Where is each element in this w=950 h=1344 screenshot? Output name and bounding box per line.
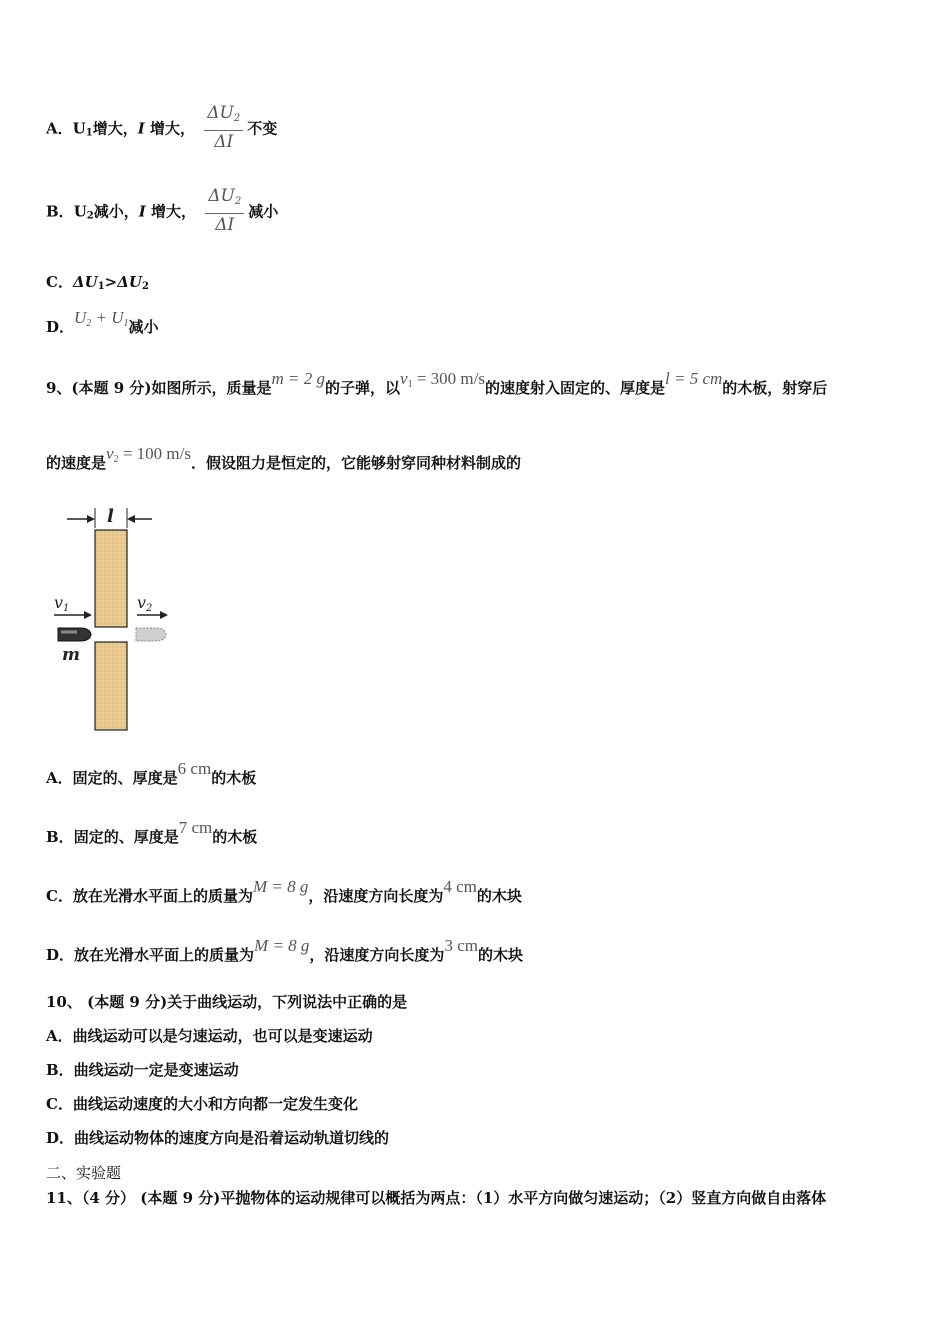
fraction-dU2-dI: $\frac{\Delta U_2}{\Delta I}$ <box>205 185 244 236</box>
mass-value: m = 2 g <box>271 369 326 388</box>
q8-option-b: B．U2减小，I 增大， $\frac{\Delta U_2}{\Delta I}$ 减小 <box>46 186 279 235</box>
mass-8g: M = 8 g <box>252 877 309 896</box>
length-3cm: 3 cm <box>444 936 478 955</box>
q8-option-d: D．$U_2 + U_1$减小 <box>46 308 159 336</box>
q10-option-c: C．曲线运动速度的大小和方向都一定发生变化 <box>46 1095 358 1113</box>
option-label: B． <box>46 202 74 221</box>
l-label: l <box>107 506 114 527</box>
q10-option-d: D．曲线运动物体的速度方向是沿着运动轨道切线的 <box>46 1129 390 1147</box>
v2-value: $v_2 = 100$ m/s <box>106 444 191 465</box>
mass-8g: M = 8 g <box>254 936 310 955</box>
q8-option-c: C．ΔU1>ΔU2 <box>46 273 149 292</box>
figure-svg <box>52 502 182 737</box>
q9-option-a: A．固定的、厚度是6 cm的木板 <box>46 759 257 787</box>
v1-value: $v_1 = 300$ m/s <box>400 369 485 390</box>
option-label: D． <box>46 318 75 336</box>
board-upper <box>95 530 127 627</box>
option-label: A． <box>46 119 73 138</box>
q9-stem-line2: 的速度是$v_2 = 100$ m/s．假设阻力是恒定的，它能够射穿同种材料制成的 <box>46 444 521 472</box>
v2-label: v2 <box>137 593 153 614</box>
q9-option-c: C．放在光滑水平面上的质量为M = 8 g，沿速度方向长度为4 cm的木块 <box>46 877 522 905</box>
bullet-board-figure <box>52 502 182 741</box>
q9-option-d: D．放在光滑水平面上的质量为M = 8 g，沿速度方向长度为3 cm的木块 <box>46 936 523 964</box>
q9-stem-line1: 9、(本题 9 分)如图所示，质量是m = 2 g的子弹，以$v_1 = 300$ m/s的速度射入固定的、厚度是l = 5 cm的木板，射穿后 <box>46 369 828 397</box>
q10-stem: 10、 (本题 9 分)关于曲线运动，下列说法中正确的是 <box>46 993 408 1011</box>
q8-option-a: A．U1增大，I 增大， $\frac{\Delta U_2}{\Delta I}$ 不变 <box>46 103 278 152</box>
q9-option-b: B．固定的、厚度是7 cm的木板 <box>46 818 258 846</box>
length-4cm: 4 cm <box>443 877 477 896</box>
v1-label: v1 <box>54 593 70 614</box>
thickness-value: l = 5 cm <box>665 369 723 388</box>
m-label: m <box>62 645 80 665</box>
fraction-dU2-dI: $\frac{\Delta U_2}{\Delta I}$ <box>204 102 243 153</box>
length-6cm: 6 cm <box>177 759 212 778</box>
length-7cm: 7 cm <box>178 818 213 837</box>
section-heading-experiment: 二、实验题 <box>46 1164 122 1182</box>
q10-option-a: A．曲线运动可以是匀速运动，也可以是变速运动 <box>46 1027 373 1045</box>
board-lower <box>95 642 127 730</box>
q10-option-b: B．曲线运动一定是变速运动 <box>46 1061 239 1079</box>
option-label: C． <box>46 273 73 291</box>
bullet-incoming <box>58 628 91 641</box>
bullet-outgoing <box>136 628 166 641</box>
q11-stem: 11、（4 分） (本题 9 分)平抛物体的运动规律可以概括为两点：（1）水平方向做匀速运动；（2）竖直方向做自由落体 <box>46 1189 827 1207</box>
sum-U2-U1: $U_2 + U_1$ <box>74 308 129 329</box>
